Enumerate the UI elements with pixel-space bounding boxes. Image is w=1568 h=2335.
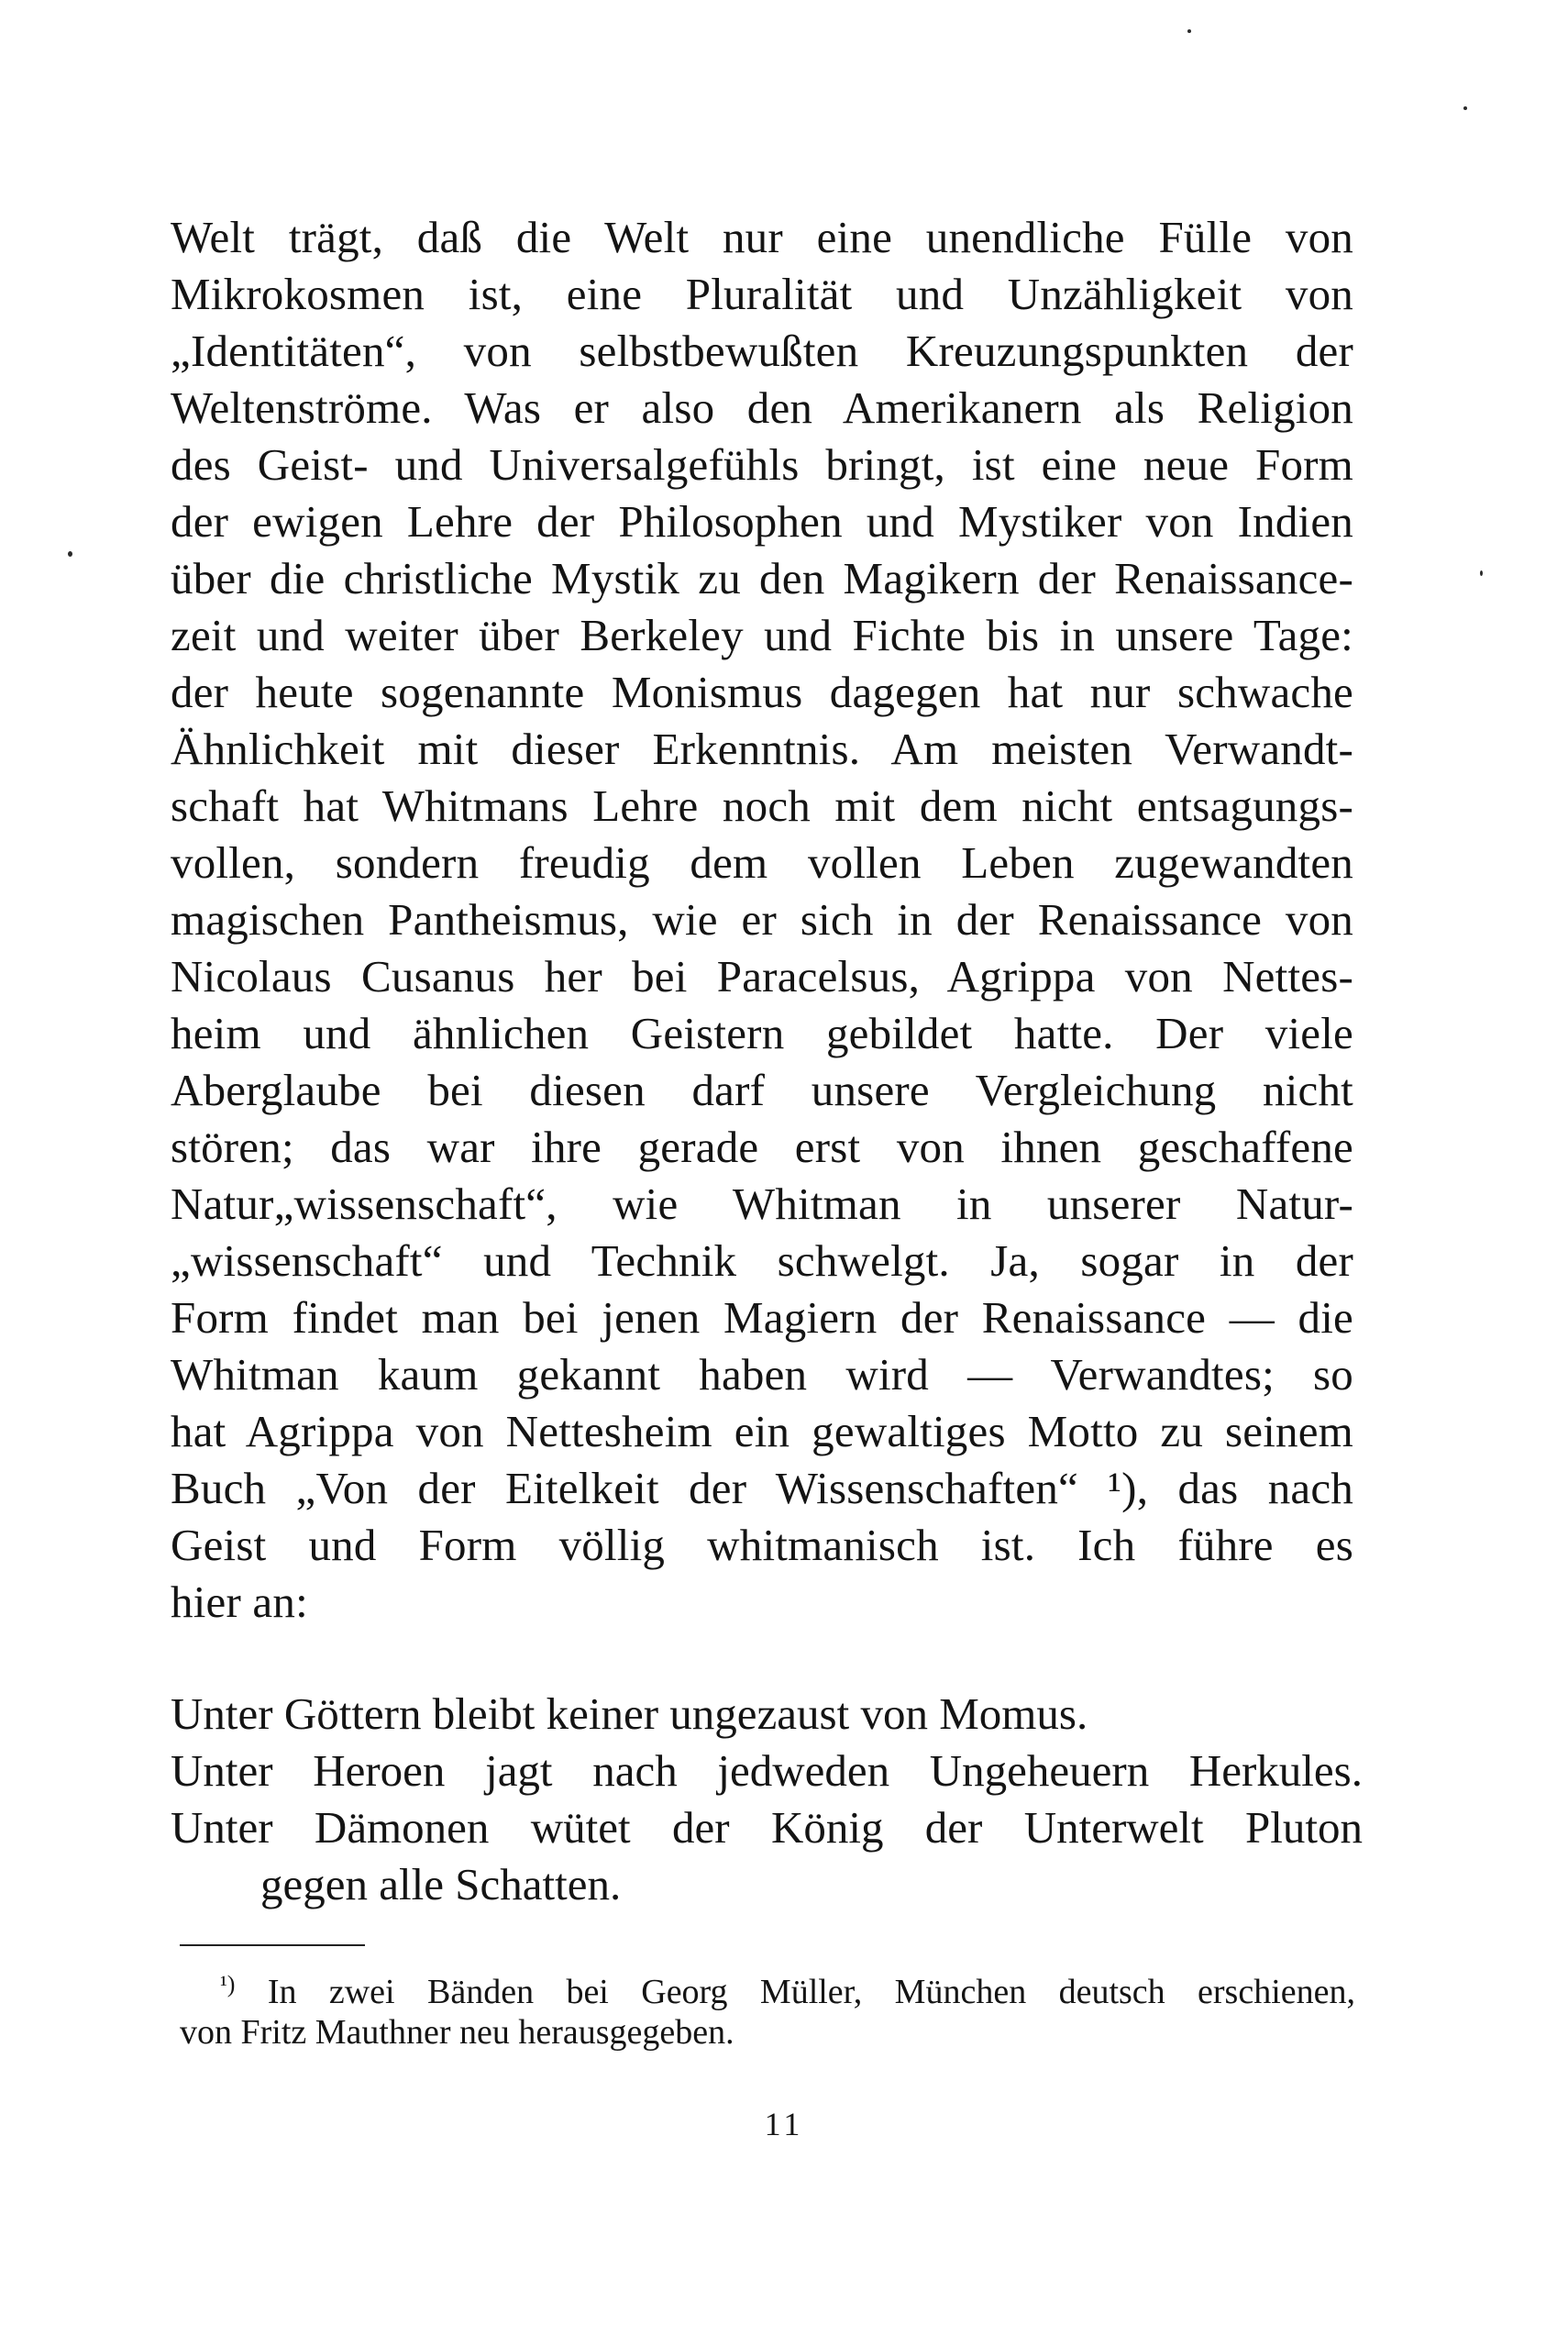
text-line: stören; das war ihre gerade erst von ihnen geschaffene	[171, 1122, 1353, 1172]
text-line: „Identitäten“, von selbstbewußten Kreuzungspunkten der	[171, 326, 1353, 376]
print-speck	[1187, 29, 1191, 33]
print-speck	[1480, 570, 1483, 576]
footnote	[180, 1961, 1355, 2056]
text-line: „wissenschaft“ und Technik schwelgt. Ja, sogar in der	[171, 1235, 1353, 1286]
text-line: über die christliche Mystik zu den Magikern der Renaissance-	[171, 553, 1353, 603]
text-line: schaft hat Whitmans Lehre noch mit dem nicht entsagungs-	[171, 780, 1353, 831]
page-number: 11	[764, 2106, 804, 2142]
text-line: Mikrokosmen ist, eine Pluralität und Unzähligkeit von	[171, 269, 1353, 319]
text-line: magischen Pantheismus, wie er sich in der Renaissance von	[171, 894, 1353, 945]
text-line: Form findet man bei jenen Magiern der Renaissance — die	[171, 1292, 1353, 1343]
text-line: vollen, sondern freudig dem vollen Leben zugewandten	[171, 837, 1353, 888]
verse-line: Unter Göttern bleibt keiner ungezaust von Momus.	[171, 1688, 1088, 1739]
footnote-separator	[180, 1944, 365, 1946]
text-line: heim und ähnlichen Geistern gebildet hatte. Der viele	[171, 1008, 1353, 1058]
text-line: hat Agrippa von Nettesheim ein gewaltiges Motto zu seinem	[171, 1406, 1353, 1456]
verse-line: Unter Heroen jagt nach jedweden Ungeheuern Herkules.	[171, 1745, 1363, 1796]
text-line: der heute sogenannte Monismus dagegen hat nur schwache	[171, 667, 1353, 717]
footnote-marker: ¹)	[220, 1971, 236, 1997]
footnote-line	[180, 1961, 1355, 2009]
text-line: Whitman kaum gekannt haben wird — Verwandtes; so	[171, 1349, 1353, 1400]
print-speck	[68, 551, 72, 557]
text-line: Aberglaube bei diesen darf unsere Vergleichung nicht	[171, 1065, 1353, 1115]
text-line: Nicolaus Cusanus her bei Paracelsus, Agrippa von Nettes-	[171, 951, 1353, 1002]
print-speck	[1463, 106, 1467, 110]
verse-quotation	[171, 1686, 1363, 1913]
verse-line: Unter Dämonen wütet der König der Unterwelt Pluton	[171, 1802, 1363, 1853]
text-line: zeit und weiter über Berkeley und Fichte bis in unsere Tage:	[171, 610, 1353, 660]
text-line: Buch „Von der Eitelkeit der Wissenschaften“ ¹), das nach	[171, 1463, 1353, 1513]
text-line: des Geist- und Universalgefühls bringt, ist eine neue Form	[171, 439, 1353, 490]
text-line: der ewigen Lehre der Philosophen und Mystiker von Indien	[171, 496, 1353, 547]
text-line: Ähnlichkeit mit dieser Erkenntnis. Am meisten Verwandt-	[171, 724, 1353, 774]
text-line: hier an:	[171, 1577, 308, 1627]
text-line: Geist und Form völlig whitmanisch ist. Ich führe es	[171, 1520, 1353, 1570]
verse-line: gegen alle Schatten.	[260, 1859, 622, 1909]
text-line: Natur„wissenschaft“, wie Whitman in unserer Natur-	[171, 1179, 1353, 1229]
main-paragraph	[171, 209, 1353, 1631]
text-line: Weltenströme. Was er also den Amerikanern als Religion	[171, 382, 1353, 433]
text-line: Welt trägt, daß die Welt nur eine unendliche Fülle von	[171, 212, 1353, 262]
footnote-text: In zwei Bänden bei Georg Müller, München deutsch erschienen,	[267, 1973, 1356, 2011]
footnote-line: von Fritz Mauthner neu herausgegeben.	[180, 2013, 734, 2052]
